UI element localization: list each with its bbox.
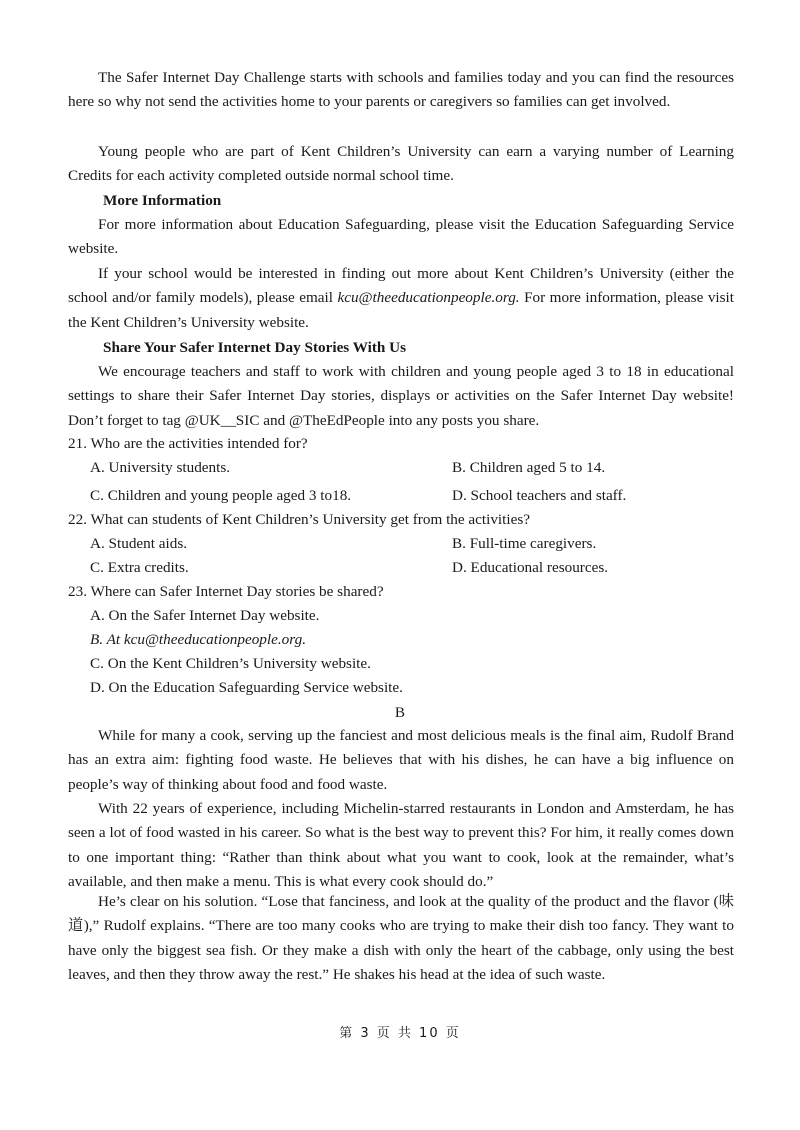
question-22-option-a[interactable]: A. Student aids. xyxy=(90,535,188,552)
passage-a-paragraph-5-text: We encourage teachers and staff to work with children and young people aged 3 to 18 in educational settings to share their Safer Internet Day stories, displays or activities on the Safer Internet Day website! Don’t forget to tag @UK__SIC and @TheEdPeople into any posts you share. xyxy=(68,363,734,429)
question-23-option-a[interactable]: A. On the Safer Internet Day website. xyxy=(90,607,320,624)
passage-a-paragraph-3-text: For more information about Education Safeguarding, please visit the Education Safeguarding Service website. xyxy=(68,216,734,258)
passage-b-label: B xyxy=(394,704,406,721)
passage-a-paragraph-1 xyxy=(68,66,734,115)
question-21-stem: 21. Who are the activities intended for? xyxy=(68,435,308,452)
question-21-option-d[interactable]: D. School teachers and staff. xyxy=(452,487,627,504)
passage-b-paragraph-3 xyxy=(68,890,734,988)
more-information-heading: More Information xyxy=(103,192,222,209)
passage-b-paragraph-2-text: With 22 years of experience, including Michelin-starred restaurants in London and Amsterdam, he has seen a lot of food wasted in his career. So what is the best way to prevent this? For him, it really comes down to one important thing: “Rather than think about what you want to cook, look at the remainder, what’s available, and then make a menu. This is what every cook should do.” xyxy=(68,800,734,891)
question-22-option-c[interactable]: C. Extra credits. xyxy=(90,559,189,576)
question-23-stem: 23. Where can Safer Internet Day stories be shared? xyxy=(68,583,384,600)
passage-a-paragraph-4-text: If your school would be interested in finding out more about Kent Children’s University (either the school and/or family models), please email xyxy=(68,265,734,307)
passage-a-paragraph-4 xyxy=(68,262,734,335)
question-22-option-d[interactable]: D. Educational resources. xyxy=(452,559,609,576)
kcu-email-link[interactable]: kcu@theeducationpeople.org. xyxy=(337,289,520,307)
passage-a-paragraph-3 xyxy=(68,213,734,262)
question-21-option-a[interactable]: A. University students. xyxy=(90,459,231,476)
page-number-footer: 第 3 页 共 10 页 xyxy=(339,1026,461,1041)
question-23-option-b[interactable]: B. At kcu@theeducationpeople.org. xyxy=(90,631,306,648)
passage-a-paragraph-1-text: The Safer Internet Day Challenge starts with schools and families today and you can find the resources here so why not send the activities home to your parents or caregivers so families can get involved. xyxy=(68,69,734,111)
question-21-option-c[interactable]: C. Children and young people aged 3 to18. xyxy=(90,487,352,504)
question-23-option-c[interactable]: C. On the Kent Children’s University website. xyxy=(90,655,371,672)
question-22-option-b[interactable]: B. Full-time caregivers. xyxy=(452,535,597,552)
question-23-option-d[interactable]: D. On the Education Safeguarding Service website. xyxy=(90,679,403,696)
passage-b-paragraph-1-text: While for many a cook, serving up the fanciest and most delicious meals is the final aim, Rudolf Brand has an extra aim: fighting food waste. He believes that with his dishes, he can have a big influence on people’s way of thinking about food and food waste. xyxy=(68,727,734,793)
share-stories-heading: Share Your Safer Internet Day Stories With Us xyxy=(103,339,407,356)
passage-a-paragraph-2 xyxy=(68,140,734,189)
passage-a-paragraph-5 xyxy=(68,360,734,433)
passage-b-paragraph-3-text: He’s clear on his solution. “Lose that fanciness, and look at the quality of the product and the flavor (味道),” Rudolf explains. “There are too many cooks who are trying to make their dish too fancy. They want to have only the biggest sea fish. Or they make a dish with only the heart of the cabbage, only using the best leaves, and then they throw away the rest.” He shakes his head at the idea of such waste. xyxy=(68,893,734,984)
question-21-option-b[interactable]: B. Children aged 5 to 14. xyxy=(452,459,606,476)
question-22-stem: 22. What can students of Kent Children’s University get from the activities? xyxy=(68,511,530,528)
passage-b-paragraph-1 xyxy=(68,724,734,797)
passage-b-paragraph-2 xyxy=(68,797,734,895)
passage-a-paragraph-4-tail: For more information, please visit the Kent Children’s University website. xyxy=(68,289,734,331)
passage-a-paragraph-2-text: Young people who are part of Kent Children’s University can earn a varying number of Learning Credits for each activity completed outside normal school time. xyxy=(68,143,734,185)
